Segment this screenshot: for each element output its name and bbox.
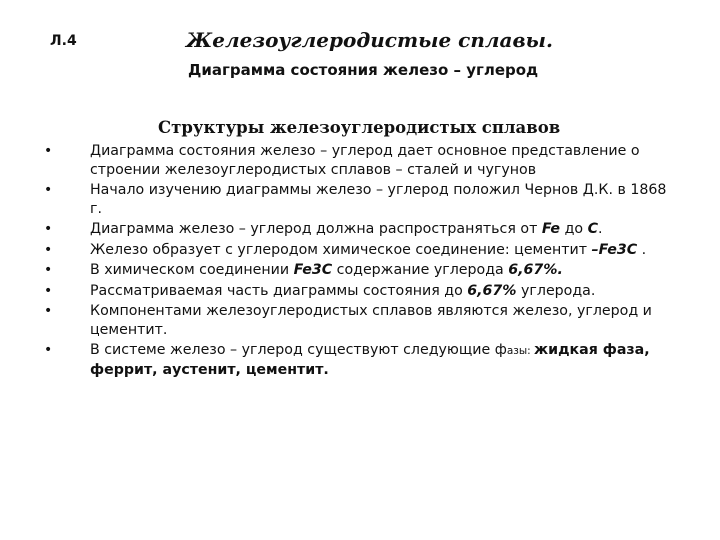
bullet-icon: •: [44, 182, 53, 198]
carbon-value: 6,67%: [467, 282, 517, 299]
bullet-text: Диаграмма железо – углерод должна распространяться от: [90, 221, 542, 237]
bullet-item-6: [0, 282, 720, 301]
bullet-icon: •: [44, 303, 53, 319]
bullet-text: содержание углерода: [332, 262, 509, 278]
bullet-icon: •: [44, 241, 53, 258]
phases-list: жидкая фаза, феррит, аустенит, цементит.: [90, 342, 650, 378]
bullet-icon: •: [44, 143, 53, 159]
bullet-text: Рассматриваемая часть диаграммы состояния до: [90, 282, 468, 299]
bullet-text-small: азы:: [506, 345, 535, 357]
bullet-text: Компонентами железоуглеродистых сплавов являются железо, углерод и цементит.: [90, 303, 652, 338]
bullet-item-2: [0, 181, 720, 218]
bullet-list: [0, 142, 720, 381]
bullet-text: до: [560, 221, 588, 237]
formula-fe3c: –Fe3C: [591, 241, 638, 258]
bullet-icon: •: [44, 342, 53, 358]
bullet-item-3: [0, 220, 720, 239]
bullet-text: В системе железо – углерод существуют следующие ф: [90, 342, 507, 358]
lecture-number: Л.4: [50, 33, 77, 49]
element-c: C: [587, 221, 598, 237]
carbon-value: 6,67%.: [508, 262, 563, 278]
bullet-text: .: [637, 241, 647, 258]
bullet-text: В химическом соединении: [90, 262, 294, 278]
section-heading: Структуры железоуглеродистых сплавов: [158, 118, 561, 137]
bullet-text: углерода.: [516, 282, 596, 299]
bullet-item-1: [0, 142, 720, 179]
bullet-text: Железо образует с углеродом химическое соединение: цементит: [90, 241, 592, 258]
bullet-icon: •: [44, 282, 53, 299]
bullet-icon: •: [44, 221, 53, 237]
element-fe: Fe: [541, 221, 561, 237]
page-subtitle: Диаграмма состояния железо – углерод: [188, 61, 539, 79]
bullet-item-4: [0, 241, 720, 260]
bullet-text: .: [598, 221, 603, 237]
bullet-text: Начало изучению диаграммы железо – углерод положил Чернов Д.К. в 1868 г.: [90, 182, 667, 217]
bullet-icon: •: [44, 262, 53, 278]
bullet-item-5: [0, 261, 720, 280]
page-title: Железоуглеродистые сплавы.: [186, 28, 553, 52]
bullet-text: Диаграмма состояния железо – углерод дает основное представление о строении железоуглеродистых сплавов – сталей и чугунов: [90, 143, 640, 178]
bullet-item-7: [0, 302, 720, 339]
formula-fe3c: Fe3C: [293, 262, 333, 278]
bullet-item-8: [0, 341, 720, 379]
